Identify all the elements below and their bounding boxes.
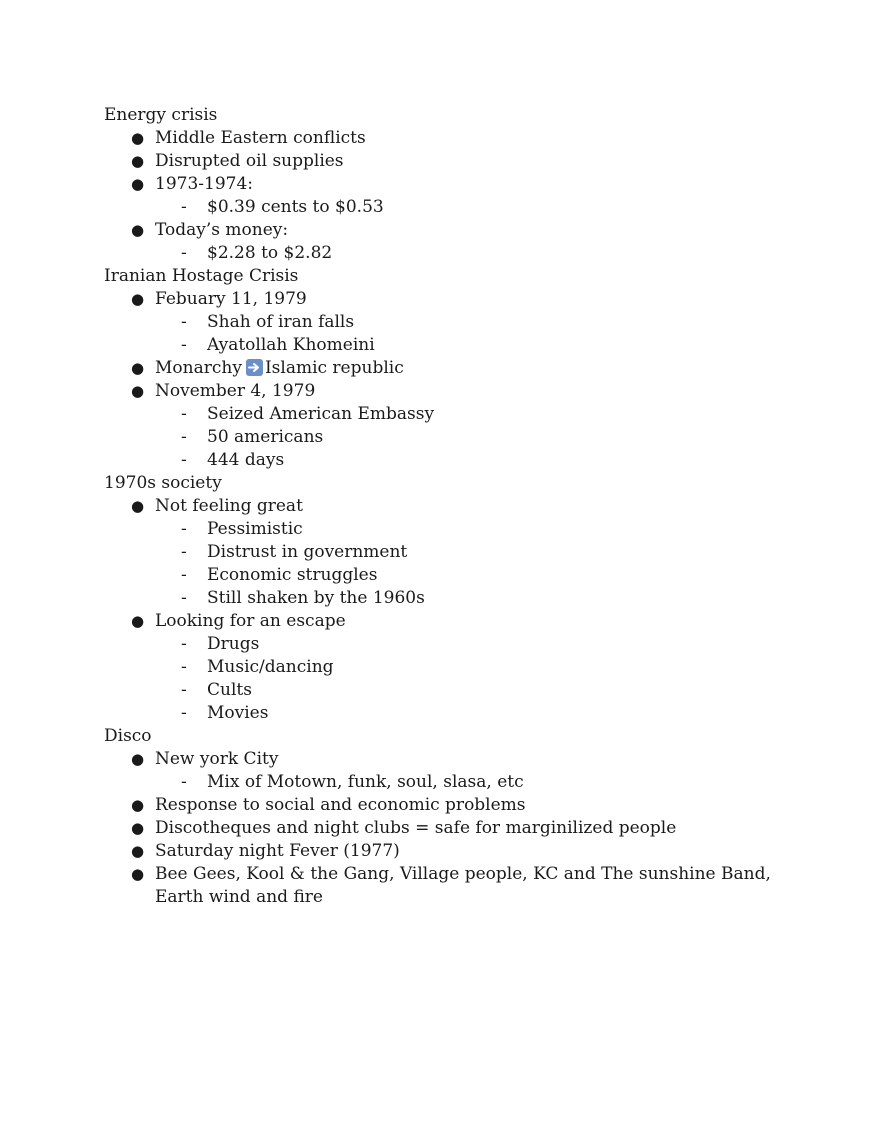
dash-item-text: Mix of Motown, funk, soul, slasa, etc (207, 772, 524, 792)
dash-marker: - (181, 634, 187, 654)
dash-item-text: Distrust in government (207, 542, 408, 562)
bullet-line (131, 219, 784, 242)
dash-item (155, 196, 784, 219)
bullet-line (131, 495, 784, 518)
dash-item-text: Economic struggles (207, 565, 378, 585)
bullet-dot-icon: ● (131, 842, 145, 860)
dash-marker: - (181, 565, 187, 585)
bullet-item (104, 357, 784, 380)
bullet-item (104, 173, 784, 219)
bullet-text: Bee Gees, Kool & the Gang, Village people, KC and The sunshine Band, Earth wind and fire (155, 864, 771, 907)
right-arrow-icon (246, 359, 263, 376)
bullet-line (131, 794, 784, 817)
dash-marker: - (181, 312, 187, 332)
bullet-item (104, 127, 784, 150)
dash-item (155, 564, 784, 587)
dash-marker: - (181, 657, 187, 677)
dash-marker: - (181, 542, 187, 562)
bullet-text-after-arrow: Islamic republic (264, 358, 404, 378)
bullet-dot-icon: ● (131, 359, 145, 377)
dash-item-text: Shah of iran falls (207, 312, 355, 332)
bullet-text: 1973-1974: (155, 174, 253, 194)
section-heading: Energy crisis (104, 105, 218, 125)
dash-item (155, 633, 784, 656)
dash-item-text: Still shaken by the 1960s (207, 588, 425, 608)
bullet-item (104, 610, 784, 725)
bullet-item (104, 863, 784, 909)
bullet-text-before-arrow: Monarchy (155, 358, 242, 378)
bullet-line (131, 173, 784, 196)
note-section (104, 472, 784, 725)
bullet-line (131, 357, 784, 380)
dash-item (155, 702, 784, 725)
bullet-list (104, 127, 784, 265)
dash-item-text: Pessimistic (207, 519, 303, 539)
dash-list (155, 311, 784, 357)
bullet-dot-icon: ● (131, 382, 145, 400)
dash-item-text: Music/dancing (207, 657, 334, 677)
bullet-line (131, 610, 784, 633)
section-heading: Disco (104, 726, 152, 746)
dash-marker: - (181, 772, 187, 792)
dash-item (155, 334, 784, 357)
dash-item (155, 311, 784, 334)
dash-marker: - (181, 450, 187, 470)
bullet-dot-icon: ● (131, 612, 145, 630)
bullet-dot-icon: ● (131, 750, 145, 768)
bullet-dot-icon: ● (131, 497, 145, 515)
note-section (104, 725, 784, 909)
dash-list (155, 196, 784, 219)
dash-item (155, 771, 784, 794)
dash-item-text: $0.39 cents to $0.53 (207, 197, 384, 217)
section-heading: Iranian Hostage Crisis (104, 266, 299, 286)
dash-item (155, 518, 784, 541)
note-section (104, 265, 784, 472)
dash-item (155, 403, 784, 426)
bullet-text: Today’s money: (155, 220, 289, 240)
dash-item (155, 656, 784, 679)
bullet-item (104, 288, 784, 357)
dash-marker: - (181, 243, 187, 263)
bullet-dot-icon: ● (131, 819, 145, 837)
bullet-dot-icon: ● (131, 175, 145, 193)
bullet-dot-icon: ● (131, 865, 145, 883)
bullet-line (131, 288, 784, 311)
dash-marker: - (181, 703, 187, 723)
dash-marker: - (181, 197, 187, 217)
bullet-text: Looking for an escape (155, 611, 346, 631)
bullet-item (104, 219, 784, 265)
section-heading: 1970s society (104, 473, 222, 493)
bullet-list (104, 748, 784, 909)
dash-list (155, 242, 784, 265)
bullet-item (104, 150, 784, 173)
dash-item-text: Cults (207, 680, 252, 700)
bullet-item (104, 817, 784, 840)
dash-item (155, 449, 784, 472)
bullet-line (131, 863, 784, 909)
bullet-line (131, 840, 784, 863)
dash-marker: - (181, 680, 187, 700)
dash-item-text: Ayatollah Khomeini (207, 335, 375, 355)
dash-item-text: Drugs (207, 634, 260, 654)
dash-list (155, 403, 784, 472)
bullet-line (131, 817, 784, 840)
bullet-item (104, 748, 784, 794)
bullet-line (131, 127, 784, 150)
dash-item (155, 426, 784, 449)
bullet-text: Middle Eastern conflicts (155, 128, 366, 148)
dash-list (155, 633, 784, 725)
bullet-dot-icon: ● (131, 796, 145, 814)
bullet-item (104, 380, 784, 472)
bullet-text: New york City (155, 749, 279, 769)
bullet-list (104, 495, 784, 725)
dash-marker: - (181, 519, 187, 539)
dash-marker: - (181, 588, 187, 608)
bullet-list (104, 288, 784, 472)
bullet-dot-icon: ● (131, 221, 145, 239)
dash-item (155, 541, 784, 564)
bullet-item (104, 794, 784, 817)
dash-item (155, 587, 784, 610)
dash-marker: - (181, 427, 187, 447)
bullet-text: Discotheques and night clubs = safe for marginilized people (155, 818, 677, 838)
dash-list (155, 771, 784, 794)
bullet-text: Response to social and economic problems (155, 795, 526, 815)
dash-item (155, 242, 784, 265)
note-section (104, 104, 784, 265)
bullet-text: Disrupted oil supplies (155, 151, 344, 171)
dash-item-text: $2.28 to $2.82 (207, 243, 333, 263)
dash-marker: - (181, 404, 187, 424)
bullet-text: Febuary 11, 1979 (155, 289, 307, 309)
dash-item (155, 679, 784, 702)
bullet-line (131, 380, 784, 403)
bullet-dot-icon: ● (131, 152, 145, 170)
bullet-item (104, 840, 784, 863)
bullet-text: Saturday night Fever (1977) (155, 841, 400, 861)
dash-item-text: Movies (207, 703, 269, 723)
document-body (104, 104, 784, 909)
dash-marker: - (181, 335, 187, 355)
dash-item-text: 444 days (207, 450, 285, 470)
bullet-dot-icon: ● (131, 290, 145, 308)
dash-item-text: 50 americans (207, 427, 324, 447)
bullet-text: November 4, 1979 (155, 381, 316, 401)
bullet-text: Not feeling great (155, 496, 303, 516)
dash-list (155, 518, 784, 610)
bullet-line (131, 748, 784, 771)
bullet-dot-icon: ● (131, 129, 145, 147)
bullet-line (131, 150, 784, 173)
bullet-item (104, 495, 784, 610)
dash-item-text: Seized American Embassy (207, 404, 435, 424)
